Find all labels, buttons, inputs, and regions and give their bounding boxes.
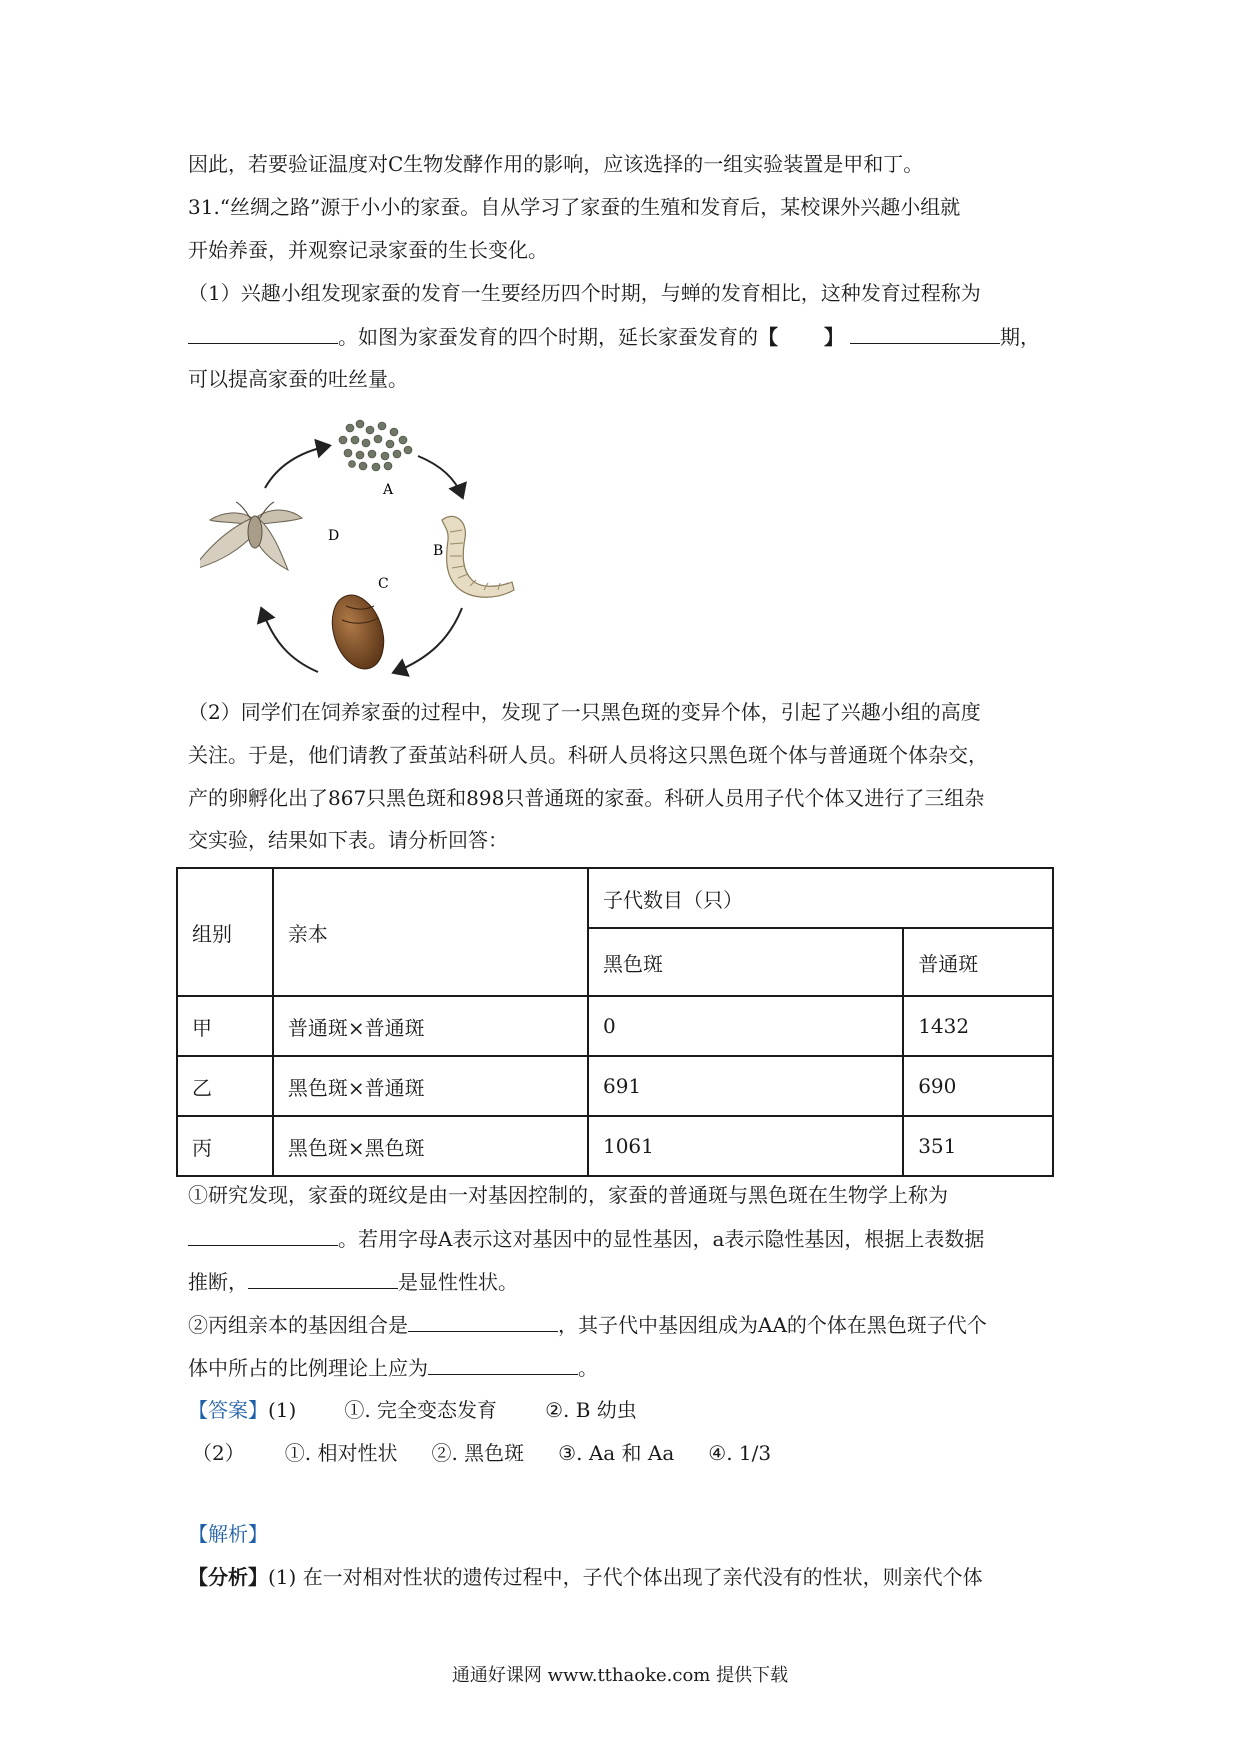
sub-question-1: ①研究发现，家蚕的斑纹是由一对基因控制的，家蚕的普通斑与黑色斑在生物学上称为 bbox=[188, 1183, 948, 1207]
arrow-d-to-a bbox=[265, 446, 328, 488]
cell-group: 丙 bbox=[177, 1116, 273, 1176]
text-span: 。 bbox=[578, 1356, 598, 1380]
moth-icon bbox=[200, 502, 302, 570]
analysis-sub-label: 【分析】 bbox=[188, 1565, 268, 1589]
text-span: 。如图为家蚕发育的四个时期，延长家蚕发育的 bbox=[338, 325, 758, 349]
cell-normal: 1432 bbox=[903, 996, 1053, 1056]
answer-blank bbox=[188, 1223, 338, 1246]
answer-item: ①. 完全变态发育 bbox=[344, 1398, 498, 1422]
sub-question-1-line3 bbox=[188, 1266, 518, 1297]
table-row bbox=[177, 1116, 1053, 1176]
table-row bbox=[177, 1056, 1053, 1116]
question-31-intro: 31.“丝绸之路”源于小小的家蚕。自从学习了家蚕的生殖和发育后，某校课外兴趣小组就 bbox=[188, 195, 961, 219]
egg-cluster-icon bbox=[339, 420, 412, 471]
cell-normal: 351 bbox=[903, 1116, 1053, 1176]
arrow-c-to-d bbox=[262, 610, 318, 672]
cell-parents: 普通斑×普通斑 bbox=[273, 996, 588, 1056]
question-part-2: （2）同学们在饲养家蚕的过程中，发现了一只黑色斑的变异个体，引起了兴趣小组的高度 bbox=[188, 700, 981, 724]
answer-blank bbox=[428, 1352, 578, 1375]
answer-blank bbox=[408, 1309, 558, 1332]
answer-blank bbox=[188, 321, 338, 344]
cell-group: 乙 bbox=[177, 1056, 273, 1116]
header-parents: 亲本 bbox=[273, 868, 588, 996]
question-part-1: （1）兴趣小组发现家蚕的发育一生要经历四个时期，与蝉的发育相比，这种发育过程称为 bbox=[188, 281, 981, 305]
stage-label-b: B bbox=[433, 543, 444, 559]
sub-question-2-line2 bbox=[188, 1352, 598, 1383]
answer-number: （2） bbox=[192, 1441, 245, 1465]
cell-black: 1061 bbox=[588, 1116, 903, 1176]
text-span: (1) 在一对相对性状的遗传过程中，子代个体出现了亲代没有的性状，则亲代个体 bbox=[268, 1565, 983, 1589]
paragraph: 可以提高家蚕的吐丝量。 bbox=[188, 367, 408, 391]
cross-experiment-table bbox=[176, 867, 1054, 1177]
text-span: 体中所占的比例理论上应为 bbox=[188, 1356, 428, 1380]
text-span: ，其子代中基因组成为AA的个体在黑色斑子代个 bbox=[558, 1313, 987, 1337]
cell-black: 0 bbox=[588, 996, 903, 1056]
answer-label: 【答案】 bbox=[188, 1398, 268, 1422]
answer-number: (1) bbox=[268, 1398, 297, 1422]
header-black: 黑色斑 bbox=[588, 928, 903, 996]
answer-item: ②. B 幼虫 bbox=[545, 1398, 637, 1422]
answer-item: ②. 黑色斑 bbox=[431, 1441, 525, 1465]
answer-item: ④. 1/3 bbox=[708, 1441, 772, 1465]
answer-item: ③. Aa 和 Aa bbox=[558, 1441, 675, 1465]
text-span: 期， bbox=[1000, 325, 1040, 349]
footer-watermark: 通通好课网 www.tthaoke.com 提供下载 bbox=[451, 1665, 789, 1686]
paragraph: 开始养蚕，并观察记录家蚕的生长变化。 bbox=[188, 238, 548, 262]
paragraph: 产的卵孵化出了867只黑色斑和898只普通斑的家蚕。科研人员用子代个体又进行了三组杂 bbox=[188, 786, 985, 810]
bracket-open: 【 bbox=[758, 325, 778, 349]
cell-parents: 黑色斑×黑色斑 bbox=[273, 1116, 588, 1176]
answer-line-1 bbox=[188, 1395, 637, 1425]
analysis-text bbox=[188, 1562, 983, 1592]
cell-normal: 690 bbox=[903, 1056, 1053, 1116]
cell-group: 甲 bbox=[177, 996, 273, 1056]
header-offspring: 子代数目（只） bbox=[588, 868, 1053, 928]
stage-label-c: C bbox=[378, 576, 389, 592]
answer-item: ①. 相对性状 bbox=[284, 1441, 398, 1465]
answer-blank bbox=[248, 1266, 398, 1289]
header-group: 组别 bbox=[177, 868, 273, 996]
sub-question-2 bbox=[188, 1309, 987, 1340]
paragraph: 因此，若要验证温度对C生物发酵作用的影响，应该选择的一组实验装置是甲和丁。 bbox=[188, 152, 924, 176]
table-row bbox=[177, 996, 1053, 1056]
sub-question-1-line2 bbox=[188, 1223, 984, 1254]
stage-label-d: D bbox=[328, 528, 340, 544]
larva-icon bbox=[442, 516, 514, 597]
answer-blank bbox=[850, 321, 1000, 344]
text-span: 推断， bbox=[188, 1270, 248, 1294]
table-header-row bbox=[177, 868, 1053, 928]
silkworm-lifecycle-figure bbox=[200, 410, 545, 685]
text-span: 是显性性状。 bbox=[398, 1270, 518, 1294]
arrow-a-to-b bbox=[418, 456, 462, 496]
pupa-icon bbox=[323, 588, 392, 675]
text-span: 。若用字母A表示这对基因中的显性基因，a表示隐性基因，根据上表数据 bbox=[338, 1227, 985, 1251]
header-normal: 普通斑 bbox=[903, 928, 1053, 996]
arrow-b-to-c bbox=[395, 608, 462, 672]
cell-black: 691 bbox=[588, 1056, 903, 1116]
analysis-label: 【解析】 bbox=[188, 1522, 268, 1546]
stage-label-a: A bbox=[383, 482, 394, 498]
text-span: ②丙组亲本的基因组合是 bbox=[188, 1313, 408, 1337]
question-part-1-line2 bbox=[188, 321, 1040, 352]
bracket-close: 】 bbox=[824, 325, 844, 349]
paragraph: 交实验，结果如下表。请分析回答： bbox=[188, 828, 508, 852]
cell-parents: 黑色斑×普通斑 bbox=[273, 1056, 588, 1116]
answer-line-2 bbox=[192, 1438, 771, 1468]
paragraph: 关注。于是，他们请教了蚕茧站科研人员。科研人员将这只黑色斑个体与普通斑个体杂交， bbox=[188, 743, 988, 767]
